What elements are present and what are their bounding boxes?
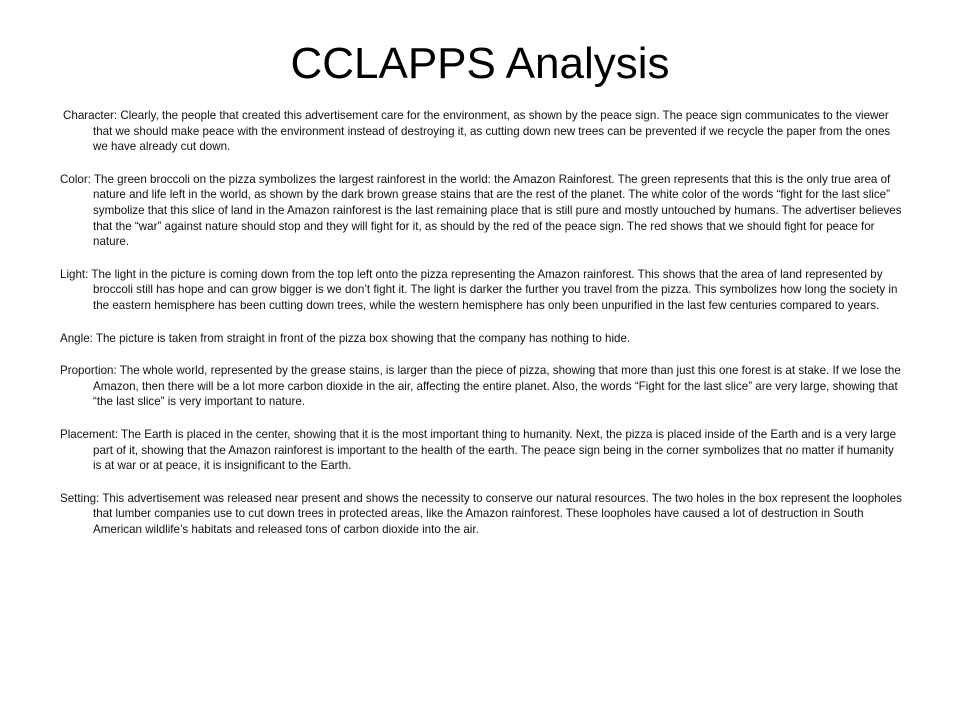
paragraph-light: Light: The light in the picture is coming down from the top left onto the pizza representing the Amazon rainforest. This shows that the area of land represented by broccoli still has hope and can grow bigger is we don’t fight it. The light is darker the further you travel from the pizza. This symbolizes how long the society in the eastern hemisphere has been cutting down trees, while the western hemisphere has only been unpurified in the last few centuries compared to years. <box>60 267 898 312</box>
slide-body <box>60 108 902 554</box>
paragraph-angle: Angle: The picture is taken from straight in front of the pizza box showing that the company has nothing to hide. <box>60 331 631 345</box>
paragraph-color: Color: The green broccoli on the pizza symbolizes the largest rainforest in the world: the Amazon Rainforest. The green represents that this is the only true area of nature and life left in the world, as shown by the dark brown grease stains that are the rest of the planet. The white color of the words “fight for the last slice” symbolize that this slice of land in the Amazon rainforest is the last remaining place that is still pure and mostly untouched by humans. The advertiser believes that the “war” against nature should stop and they will fight for it, as should by the red of the peace sign. The red shows that we should fight for peace for nature. <box>60 172 902 249</box>
paragraph-setting: Setting: This advertisement was released near present and shows the necessity to conserve our natural resources. The two holes in the box represent the loopholes that lumber companies use to cut down trees in protected areas, like the Amazon rainforest. These loopholes have caused a lot of destruction in South American wildlife’s habitats and released tons of carbon dioxide into the air. <box>60 491 902 536</box>
paragraph-proportion: Proportion: The whole world, represented by the grease stains, is larger than the piece of pizza, showing that more than just this one forest is at stake. If we lose the Amazon, then there will be a lot more carbon dioxide in the air, affecting the entire planet. Also, the words “Fight for the last slice” are very large, showing that “the last slice” is very important to nature. <box>60 364 901 409</box>
slide-title: CCLAPPS Analysis <box>290 39 670 88</box>
paragraph-character: Character: Clearly, the people that created this advertisement care for the environment, as shown by the peace sign. The peace sign communicates to the viewer that we should make peace with the environment instead of destroying it, as cutting down new trees can be prevented if we recycle the paper from the ones we have already cut down. <box>63 109 891 154</box>
paragraph-placement: Placement: The Earth is placed in the center, showing that it is the most important thing to humanity. Next, the pizza is placed inside of the Earth and is a very large part of it, showing that the Amazon rainforest is important to the health of the earth. The peace sign being in the corner symbolizes that no matter if humanity is at war or at peace, it is insignificant to the Earth. <box>60 427 897 473</box>
